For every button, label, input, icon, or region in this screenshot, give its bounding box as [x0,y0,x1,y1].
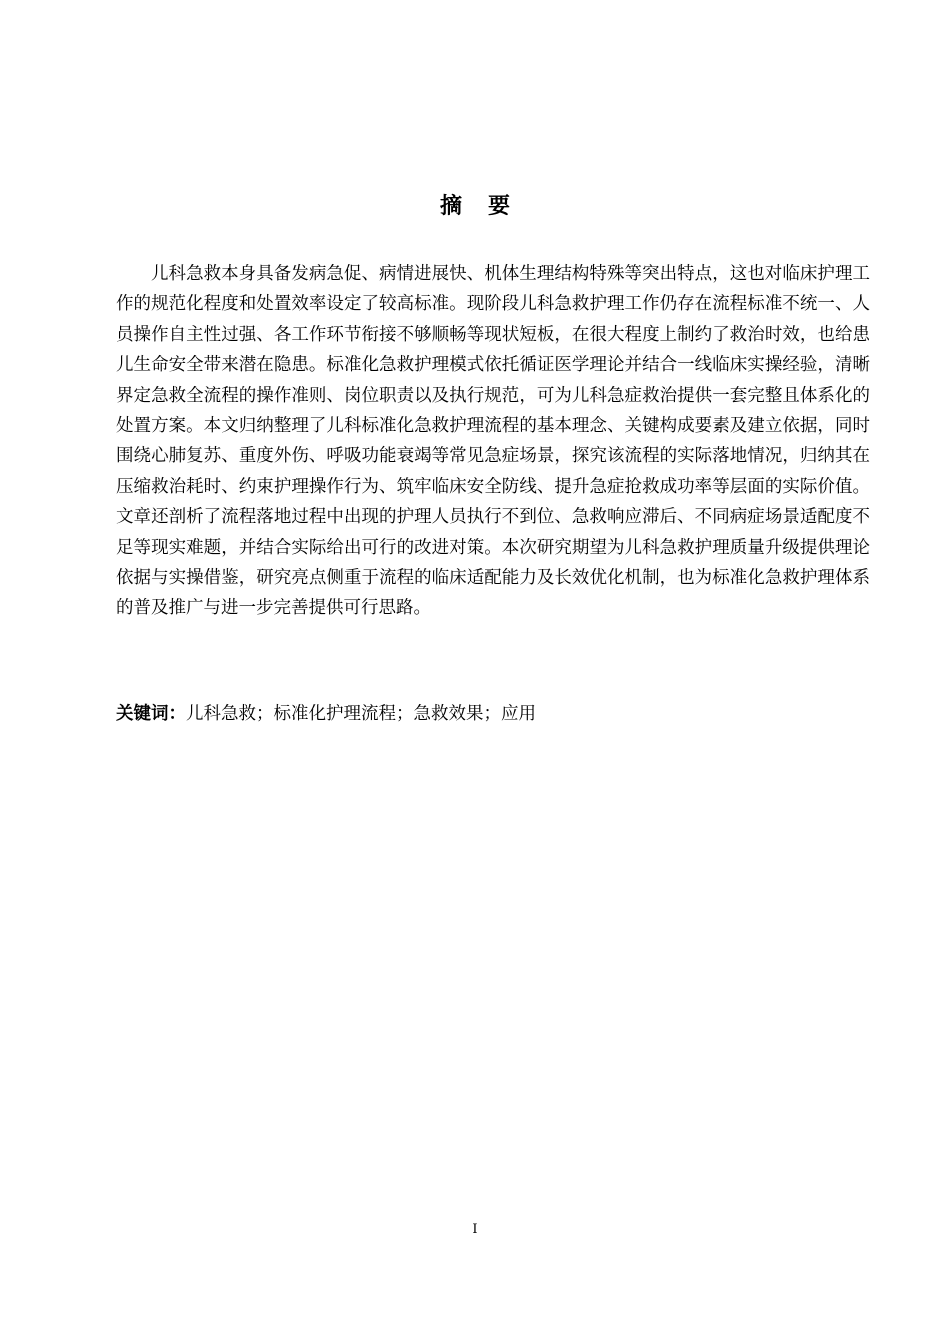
keywords-text: 儿科急救；标准化护理流程；急救效果；应用 [186,704,536,724]
abstract-paragraph: 儿科急救本身具备发病急促、病情进展快、机体生理结构特殊等突出特点，这也对临床护理工作的规范化程度和处置效率设定了较高标准。现阶段儿科急救护理工作仍存在流程标准不统一、人员操作自主性过强、各工作环节衔接不够顺畅等现状短板，在很大程度上制约了救治时效，也给患儿生命安全带来潜在隐患。标准化急救护理模式依托循证医学理论并结合一线临床实操经验，清晰界定急救全流程的操作准则、岗位职责以及执行规范，可为儿科急症救治提供一套完整且体系化的处置方案。本文归纳整理了儿科标准化急救护理流程的基本理念、关键构成要素及建立依据，同时围绕心肺复苏、重度外伤、呼吸功能衰竭等常见急症场景，探究该流程的实际落地情况，归纳其在压缩救治耗时、约束护理操作行为、筑牢临床安全防线、提升急症抢救成功率等层面的实际价值。文章还剖析了流程落地过程中出现的护理人员执行不到位、急救响应滞后、不同病症场景适配度不足等现实难题，并结合实际给出可行的改进对策。本次研究期望为儿科急救护理质量升级提供理论依据与实操借鉴，研究亮点侧重于流程的临床适配能力及长效优化机制，也为标准化急救护理体系的普及推广与进一步完善提供可行思路。 [116,264,870,619]
page-number: I [472,1222,478,1237]
keywords-line [116,701,870,727]
keywords-label: 关键词： [116,704,186,724]
page-title: 摘要 [439,194,536,219]
